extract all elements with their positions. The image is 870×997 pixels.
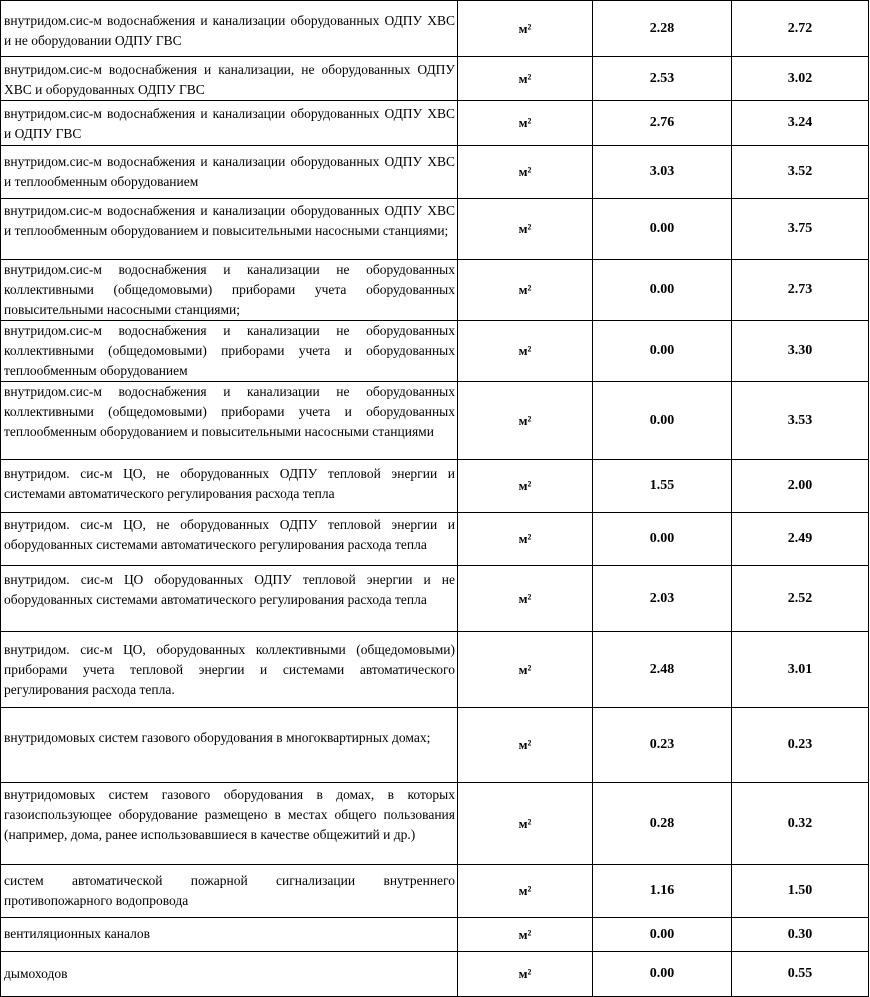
table-row: [1, 101, 869, 146]
row-value-1: 2.48: [593, 632, 732, 708]
row-name: внутридом.сис-м водоснабжения и канализации оборудованных ОДПУ ХВС и не оборудовании ОДПУ ГВС: [1, 1, 458, 57]
row-value-2: 0.23: [732, 708, 869, 783]
row-name: внутридом. сис-м ЦО, не оборудованных ОДПУ тепловой энергии и оборудованных системами автоматического регулирования расхода тепла: [1, 513, 458, 566]
row-value-2: 2.72: [732, 1, 869, 57]
row-unit: м²: [458, 865, 593, 918]
row-value-2: 2.00: [732, 460, 869, 513]
row-value-2: 3.52: [732, 146, 869, 199]
table-row: [1, 632, 869, 708]
row-unit: м²: [458, 460, 593, 513]
table-row: [1, 566, 869, 632]
row-unit: м²: [458, 382, 593, 460]
row-unit: м²: [458, 57, 593, 101]
table-row: [1, 260, 869, 321]
row-unit: м²: [458, 952, 593, 997]
row-value-2: 3.30: [732, 321, 869, 382]
row-value-2: 0.32: [732, 783, 869, 865]
row-value-2: 3.24: [732, 101, 869, 146]
row-unit: м²: [458, 513, 593, 566]
row-value-2: 3.02: [732, 57, 869, 101]
row-value-2: 3.75: [732, 199, 869, 260]
row-name: внутридом.сис-м водоснабжения и канализации, не оборудованных ОДПУ ХВС и оборудованных ОДПУ ГВС: [1, 57, 458, 101]
row-value-1: 2.03: [593, 566, 732, 632]
row-name: внутридом.сис-м водоснабжения и канализации не оборудованных коллективными (общедомовыми) приборами учета и оборудованных теплообменным оборудованием и повысительными насосными станциями: [1, 382, 458, 460]
row-unit: м²: [458, 708, 593, 783]
row-value-2: 1.50: [732, 865, 869, 918]
row-name: внутридом.сис-м водоснабжения и канализации не оборудованных коллективными (общедомовыми) приборами учета и оборудованных теплообменным оборудованием: [1, 321, 458, 382]
row-value-1: 1.16: [593, 865, 732, 918]
row-unit: м²: [458, 566, 593, 632]
row-unit: м²: [458, 783, 593, 865]
row-name: внутридомовых систем газового оборудования в многоквартирных домах;: [1, 708, 458, 783]
row-name: внутридом.сис-м водоснабжения и канализации оборудованных ОДПУ ХВС и теплообменным оборудованием и повысительными насосными станциями;: [1, 199, 458, 260]
row-value-1: 2.53: [593, 57, 732, 101]
row-name: внутридом.сис-м водоснабжения и канализации оборудованных ОДПУ ХВС и теплообменным оборудованием: [1, 146, 458, 199]
row-name: дымоходов: [1, 952, 458, 997]
table-row: [1, 1, 869, 57]
row-value-1: 0.00: [593, 321, 732, 382]
row-value-1: 0.00: [593, 952, 732, 997]
row-name: внутридом.сис-м водоснабжения и канализации оборудованных ОДПУ ХВС и ОДПУ ГВС: [1, 101, 458, 146]
row-value-2: 0.55: [732, 952, 869, 997]
row-value-1: 2.76: [593, 101, 732, 146]
row-value-1: 1.55: [593, 460, 732, 513]
row-name: внутридом. сис-м ЦО оборудованных ОДПУ тепловой энергии и не оборудованных системами автоматического регулирования расхода тепла: [1, 566, 458, 632]
table-row: [1, 952, 869, 997]
row-unit: м²: [458, 146, 593, 199]
row-value-2: 3.01: [732, 632, 869, 708]
row-name: внутридомовых систем газового оборудования в домах, в которых газоиспользующее оборудование размещено в местах общего пользования (например, дома, ранее использовавшиеся в качестве общежитий и др.): [1, 783, 458, 865]
row-value-2: 2.73: [732, 260, 869, 321]
row-unit: м²: [458, 321, 593, 382]
row-value-1: 2.28: [593, 1, 732, 57]
row-value-1: 0.00: [593, 918, 732, 952]
row-value-2: 3.53: [732, 382, 869, 460]
row-unit: м²: [458, 101, 593, 146]
table-row: [1, 199, 869, 260]
row-unit: м²: [458, 1, 593, 57]
table-row: [1, 783, 869, 865]
table-body: [1, 1, 869, 997]
row-name: внутридом.сис-м водоснабжения и канализации не оборудованных коллективными (общедомовыми) приборами учета оборудованных повысительными насосными станциями;: [1, 260, 458, 321]
table-row: [1, 513, 869, 566]
table-row: [1, 918, 869, 952]
table-row: [1, 865, 869, 918]
row-value-1: 0.00: [593, 260, 732, 321]
table-row: [1, 146, 869, 199]
row-value-1: 3.03: [593, 146, 732, 199]
table-row: [1, 460, 869, 513]
row-value-1: 0.00: [593, 382, 732, 460]
table-row: [1, 708, 869, 783]
row-value-1: 0.00: [593, 199, 732, 260]
row-value-2: 2.49: [732, 513, 869, 566]
row-name: внутридом. сис-м ЦО, оборудованных коллективными (общедомовыми) приборами учета тепловой энергии и системами автоматического регулирования расхода тепла.: [1, 632, 458, 708]
row-name: вентиляционных каналов: [1, 918, 458, 952]
row-unit: м²: [458, 260, 593, 321]
row-unit: м²: [458, 632, 593, 708]
table-row: [1, 382, 869, 460]
row-value-1: 0.28: [593, 783, 732, 865]
row-value-2: 0.30: [732, 918, 869, 952]
table-row: [1, 57, 869, 101]
row-value-1: 0.00: [593, 513, 732, 566]
row-name: внутридом. сис-м ЦО, не оборудованных ОДПУ тепловой энергии и системами автоматического регулирования расхода тепла: [1, 460, 458, 513]
row-value-1: 0.23: [593, 708, 732, 783]
row-name: систем автоматической пожарной сигнализации внутреннего противопожарного водопровода: [1, 865, 458, 918]
row-unit: м²: [458, 199, 593, 260]
table-row: [1, 321, 869, 382]
row-value-2: 2.52: [732, 566, 869, 632]
row-unit: м²: [458, 918, 593, 952]
